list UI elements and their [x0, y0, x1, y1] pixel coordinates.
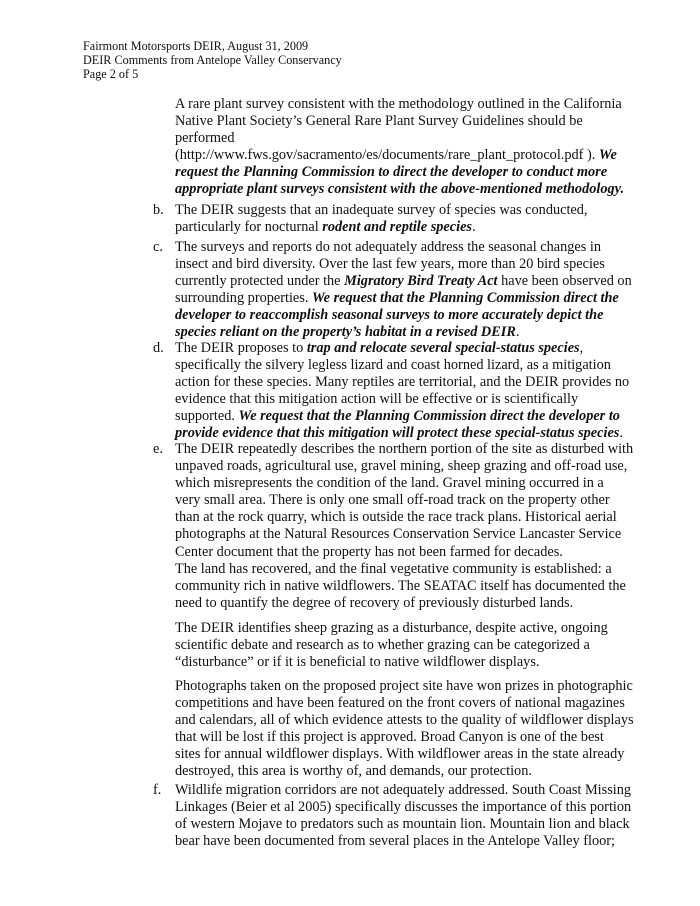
text-line: [175, 273, 632, 290]
intro-paragraph: [175, 96, 625, 199]
text-run: have been observed on: [497, 273, 632, 290]
list-item-e: [153, 441, 634, 561]
text-line: [175, 219, 625, 236]
list-marker: f.: [153, 782, 162, 798]
text-line: [175, 374, 630, 391]
text-run: surrounding properties.: [175, 290, 312, 307]
text-run: .: [515, 324, 520, 341]
text-line: competitions and have been featured on the front covers of national magazines: [175, 695, 625, 712]
text-run: (http://www.fws.gov/sacramento/es/documents/rare_plant_protocol.pdf ).: [175, 147, 599, 164]
text-run: The DEIR proposes to: [175, 340, 307, 356]
emphasis-run: trap and relocate several special-status species: [306, 340, 580, 356]
emphasis-run: We: [598, 147, 617, 164]
text-line: [175, 357, 625, 374]
text-line: community rich in native wildflowers. The SEATAC itself has documented the: [175, 578, 626, 595]
text-run: A rare plant survey consistent with the methodology outlined in the California: [175, 96, 622, 112]
text-line: of western Mojave to predators such as mountain lion. Mountain lion and black: [175, 816, 630, 833]
text-run: .: [472, 219, 476, 236]
text-line: [175, 256, 625, 273]
text-line: [175, 408, 625, 425]
text-line: scientific debate and research as to whether grazing can be categorized a: [175, 637, 590, 654]
text-line: sites for annual wildflower displays. With wildflower areas in the state already: [175, 746, 625, 763]
page-header: [83, 39, 342, 81]
emphasis-run: request the Planning Commission to direct the developer to conduct more: [175, 164, 608, 181]
list-marker: b.: [153, 202, 164, 218]
emphasis-run: developer to reaccomplish seasonal surveys to more accurately depict the: [175, 307, 604, 324]
text-run: ,: [579, 340, 584, 356]
text-line: than at the rock quarry, which is outside the race track plans. Historical aerial: [175, 509, 617, 526]
header-line-subtitle: DEIR Comments from Antelope Valley Conservancy: [83, 53, 342, 67]
text-line: The DEIR repeatedly describes the northern portion of the site as disturbed with: [175, 441, 634, 457]
list-marker: d.: [153, 340, 164, 356]
text-line: Center document that the property has not been farmed for decades.: [175, 543, 563, 560]
header-page-number: Page 2 of 5: [83, 67, 139, 81]
emphasis-run: We request that the Planning Commission direct the developer to: [238, 408, 620, 425]
text-line: very small area. There is only one small off-road track on the property other: [175, 492, 610, 509]
text-line: [175, 290, 625, 307]
emphasis-run: appropriate plant surveys consistent with the above-mentioned methodology.: [175, 181, 625, 198]
text-line: Photographs taken on the proposed project site have won prizes in photographic: [175, 678, 633, 694]
text-run: performed: [175, 130, 235, 147]
text-line: unpaved roads, agricultural use, gravel mining, sheep grazing and off-road use,: [175, 458, 628, 475]
text-line: [175, 113, 625, 130]
text-line: that will be lost if this project is approved. Broad Canyon is one of the best: [175, 729, 604, 746]
emphasis-run: Migratory Bird Treaty Act: [344, 273, 498, 290]
text-run: particularly for nocturnal: [175, 219, 323, 236]
emphasis-run: species reliant on the property’s habitat in a revised DEIR: [175, 324, 516, 341]
list-marker: c.: [153, 239, 163, 255]
text-line: bear have been documented from several places in the Antelope Valley floor;: [175, 833, 615, 850]
text-line: Wildlife migration corridors are not adequately addressed. South Coast Missing: [175, 782, 632, 798]
text-line: [175, 391, 625, 408]
text-line: destroyed, this area is worthy of, and demands, our protection.: [175, 763, 532, 780]
text-line: [175, 340, 625, 357]
header-line-title: Fairmont Motorsports DEIR, August 31, 2009: [83, 39, 309, 53]
text-line: photographs at the Natural Resources Conservation Service Lancaster Service: [175, 526, 622, 543]
text-line: [175, 202, 625, 219]
text-run: insect and bird diversity. Over the last few years, more than 20 bird species: [175, 256, 605, 273]
text-run: evidence that this mitigation action will be effective or is scientifically: [175, 391, 579, 408]
item-e-paragraph-3: [175, 620, 625, 671]
emphasis-run: We request that the Planning Commission direct the: [312, 290, 619, 307]
text-line: [175, 239, 625, 256]
text-line: The DEIR identifies sheep grazing as a disturbance, despite active, ongoing: [175, 620, 608, 636]
text-line: “disturbance” or if it is beneficial to native wildflower displays.: [175, 654, 540, 671]
emphasis-run: provide evidence that this mitigation will protect these special-status species: [175, 425, 620, 442]
text-line: need to quantify the degree of recovery of previously disturbed lands.: [175, 595, 574, 612]
list-item-f: [153, 782, 632, 850]
text-run: Native Plant Society’s General Rare Plant Survey Guidelines should be: [175, 113, 583, 130]
text-run: specifically the silvery legless lizard and coast horned lizard, as a mitigation: [175, 357, 611, 374]
text-run: currently protected under the: [175, 273, 345, 290]
text-run: supported.: [175, 408, 239, 425]
text-line: [175, 164, 625, 181]
item-e-paragraph-4: [175, 678, 634, 781]
list-marker: e.: [153, 441, 163, 457]
text-line: [175, 96, 625, 113]
item-e-paragraph-2: [175, 561, 625, 612]
text-line: [175, 324, 625, 341]
text-line: The land has recovered, and the final vegetative community is established: a: [175, 561, 612, 577]
text-run: The surveys and reports do not adequately address the seasonal changes in: [175, 239, 601, 255]
emphasis-run: rodent and reptile species: [322, 219, 472, 236]
text-line: which misrepresents the condition of the land. Gravel mining occurred in a: [175, 475, 604, 492]
text-line: and calendars, all of which evidence attests to the quality of wildflower displays: [175, 712, 634, 729]
text-line: Linkages (Beier et al 2005) specifically discusses the importance of this portion: [175, 799, 632, 816]
text-run: action for these species. Many reptiles are territorial, and the DEIR provides no: [175, 374, 630, 391]
list-item-c: [153, 239, 632, 342]
text-line: [175, 425, 625, 442]
text-line: [175, 307, 625, 324]
text-run: .: [619, 425, 623, 442]
text-line: [175, 147, 625, 164]
text-run: The DEIR suggests that an inadequate survey of species was conducted,: [175, 202, 588, 218]
text-line: [175, 181, 625, 198]
text-line: [175, 130, 625, 147]
list-item-b: [153, 202, 625, 236]
list-item-d: [153, 340, 630, 443]
